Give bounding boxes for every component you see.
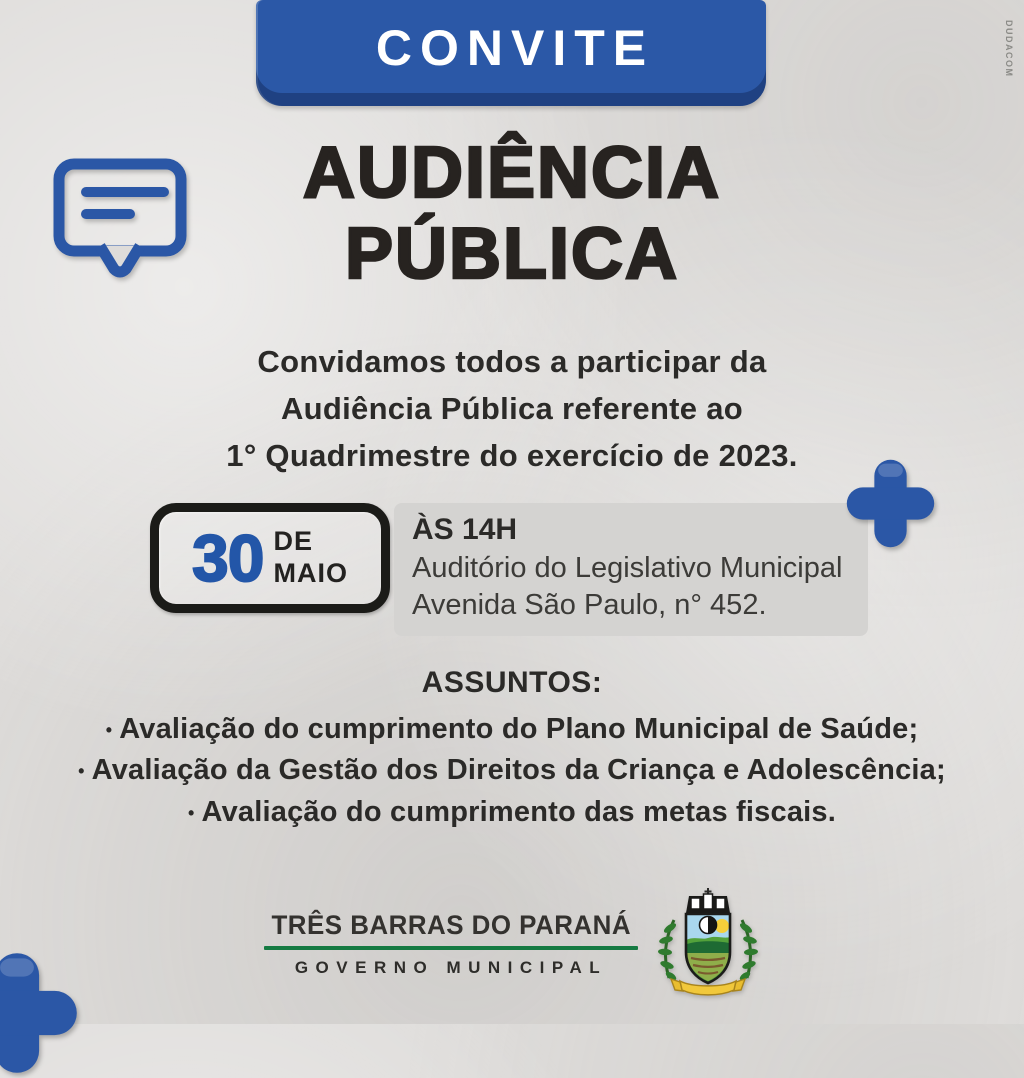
page-title bbox=[0, 133, 1024, 296]
convite-banner bbox=[256, 0, 766, 106]
shield bbox=[686, 914, 730, 983]
bullet-icon: • bbox=[188, 802, 195, 823]
branch-left bbox=[658, 920, 678, 982]
event-month bbox=[273, 526, 348, 590]
event-time: ÀS 14H bbox=[412, 513, 518, 546]
date-box bbox=[150, 503, 390, 613]
bullet-icon: • bbox=[78, 761, 85, 782]
topics-section bbox=[0, 666, 1024, 833]
municipal-coat-of-arms bbox=[656, 888, 760, 1000]
intro-line: 1° Quadrimestre do exercício de 2023. bbox=[226, 438, 798, 474]
event-month-name: MAIO bbox=[273, 558, 348, 588]
title-line-1: AUDIÊNCIA bbox=[302, 133, 721, 213]
footer-text bbox=[264, 910, 639, 978]
crown bbox=[686, 888, 730, 913]
corner-plus-icon bbox=[0, 948, 82, 1078]
event-day: 30 bbox=[192, 521, 264, 595]
event-address: Avenida São Paulo, n° 452. bbox=[412, 589, 767, 622]
title-line-2: PÚBLICA bbox=[345, 214, 679, 295]
topics-heading: ASSUNTOS: bbox=[421, 666, 603, 699]
intro-line: Convidamos todos a participar da bbox=[257, 344, 767, 379]
intro-line: Audiência Pública referente ao bbox=[280, 391, 744, 427]
bullet-icon: • bbox=[105, 720, 113, 740]
government-label: GOVERNO MUNICIPAL bbox=[294, 958, 608, 977]
green-rule bbox=[264, 946, 639, 950]
banner-label: CONVITE bbox=[375, 20, 655, 76]
footer-logo bbox=[0, 888, 1024, 1000]
event-info-panel bbox=[394, 503, 868, 636]
agency-credit: DUDACOM bbox=[1004, 20, 1014, 78]
topic-item: • Avaliação do cumprimento do Plano Municipal de Saúde; bbox=[105, 713, 919, 745]
plus-icon bbox=[843, 456, 938, 551]
municipality-name: TRÊS BARRAS DO PARANÁ bbox=[271, 910, 631, 940]
event-details bbox=[150, 503, 868, 636]
event-month-prefix: DE bbox=[273, 526, 313, 557]
topic-item: • Avaliação do cumprimento das metas fiscais. bbox=[188, 795, 836, 828]
event-venue: Auditório do Legislativo Municipal bbox=[412, 552, 843, 584]
branch-right bbox=[739, 920, 759, 982]
topic-item: • Avaliação da Gestão dos Direitos da Criança e Adolescência; bbox=[78, 754, 946, 787]
